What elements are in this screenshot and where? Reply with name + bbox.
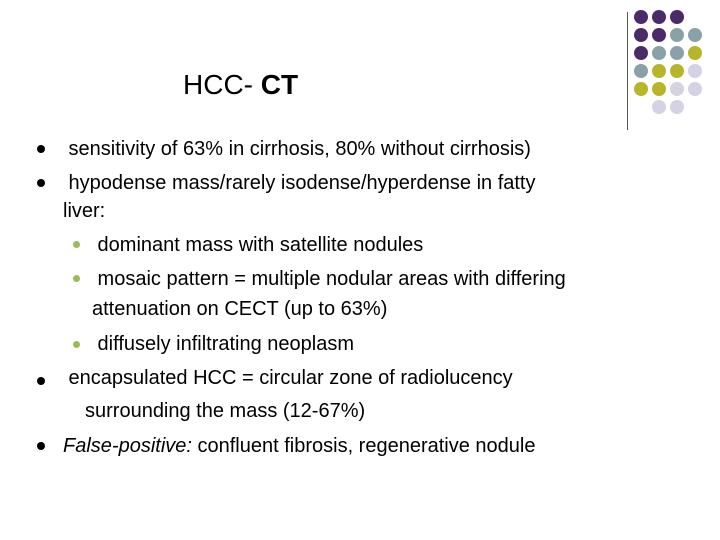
subbullet-dot: [73, 341, 80, 348]
subbullet-dot: [73, 275, 80, 282]
bullet-2-text: hypodense mass/rarely isodense/hyperdense in fatty: [63, 172, 536, 194]
decorative-dot: [634, 28, 648, 42]
bullet-4-text: [63, 434, 535, 458]
bullet-4-body: confluent fibrosis, regenerative nodule: [191, 435, 536, 457]
decorative-dot: [670, 46, 684, 60]
title-bold: CT: [260, 69, 299, 100]
decorative-dot: [634, 64, 648, 78]
decorative-dot: [652, 100, 666, 114]
decorative-dot: [670, 100, 684, 114]
bullet-dot: [37, 179, 45, 187]
decorative-dot: [652, 10, 666, 24]
decorative-dot: [652, 28, 666, 42]
decorative-dot: [634, 10, 648, 24]
decorative-dot: [670, 64, 684, 78]
bullet-2-continuation: liver:: [63, 200, 106, 222]
bullet-dot: [37, 145, 45, 153]
slide-title: [183, 68, 298, 102]
bullet-dot: [37, 377, 45, 385]
decorative-dot: [634, 46, 648, 60]
subbullet-2-continuation: attenuation on CECT (up to 63%): [92, 298, 388, 320]
decorative-dot: [688, 82, 702, 96]
decorative-dot: [670, 82, 684, 96]
dot-grid-decoration: [634, 10, 714, 120]
subbullet-dot: [73, 241, 80, 248]
subbullet-1-text: dominant mass with satellite nodules: [92, 234, 424, 256]
decorative-dot: [670, 10, 684, 24]
decorative-dot: [652, 64, 666, 78]
decorative-dot: [652, 82, 666, 96]
subbullet-2-text: mosaic pattern = multiple nodular areas with differing: [92, 268, 566, 290]
decorative-dot: [652, 46, 666, 60]
bullet-4-italic-prefix: False-positive:: [63, 435, 192, 457]
decorative-dot: [634, 82, 648, 96]
title-prefix: HCC-: [183, 69, 261, 100]
decorative-dot: [688, 64, 702, 78]
decorative-dot: [688, 28, 702, 42]
subbullet-3-text: diffusely infiltrating neoplasm: [92, 333, 354, 355]
divider-line: [627, 12, 628, 130]
decorative-dot: [670, 28, 684, 42]
bullet-3-continuation: surrounding the mass (12-67%): [85, 400, 366, 422]
bullet-1-text: sensitivity of 63% in cirrhosis, 80% without cirrhosis): [63, 138, 531, 160]
decorative-dot: [688, 46, 702, 60]
bullet-3-text: encapsulated HCC = circular zone of radiolucency: [63, 367, 513, 389]
bullet-dot: [37, 442, 45, 450]
